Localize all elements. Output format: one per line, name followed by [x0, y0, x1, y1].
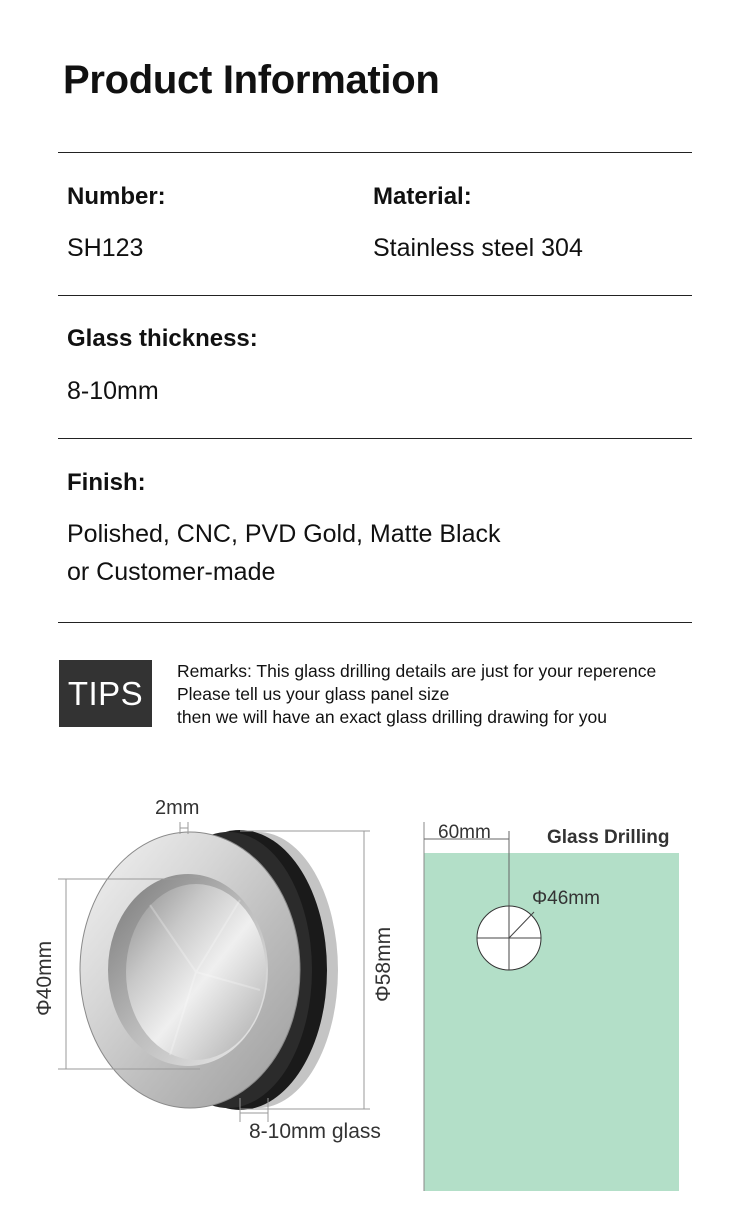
dim-hole-diameter: Φ46mm	[532, 888, 600, 909]
glass-drilling-title: Glass Drilling	[547, 827, 670, 848]
finish-value-line1: Polished, CNC, PVD Gold, Matte Black	[67, 520, 501, 548]
glass-thickness-label: Glass thickness:	[67, 325, 258, 352]
material-value: Stainless steel 304	[373, 234, 583, 262]
dim-outer-diameter: Φ58mm	[372, 926, 395, 1002]
dim-top-thickness: 2mm	[155, 797, 200, 819]
finish-value-line2: or Customer-made	[67, 558, 276, 586]
page-title: Product Information	[63, 58, 440, 102]
tips-remark-line1: Remarks: This glass drilling details are just for your reperence	[177, 661, 657, 681]
dim-inner-diameter: Φ40mm	[33, 940, 56, 1016]
divider	[58, 152, 692, 153]
drill-hole	[477, 906, 541, 970]
finish-label: Finish:	[67, 469, 146, 496]
tips-remark-line2: Please tell us your glass panel size	[177, 684, 450, 704]
dim-glass-thickness: 8-10mm glass	[249, 1120, 381, 1143]
tips-remark-line3: then we will have an exact glass drilling drawing for you	[177, 707, 607, 727]
glass-panel	[424, 822, 679, 1191]
number-value: SH123	[67, 234, 144, 262]
tips-badge: TIPS	[59, 660, 152, 727]
divider	[58, 622, 692, 623]
material-label: Material:	[373, 183, 472, 210]
divider	[58, 438, 692, 439]
number-label: Number:	[67, 183, 166, 210]
dim-edge-offset: 60mm	[438, 822, 491, 843]
divider	[58, 295, 692, 296]
flush-pull-handle-illustration	[80, 830, 338, 1110]
glass-thickness-value: 8-10mm	[67, 377, 159, 405]
product-diagrams	[0, 770, 750, 1224]
